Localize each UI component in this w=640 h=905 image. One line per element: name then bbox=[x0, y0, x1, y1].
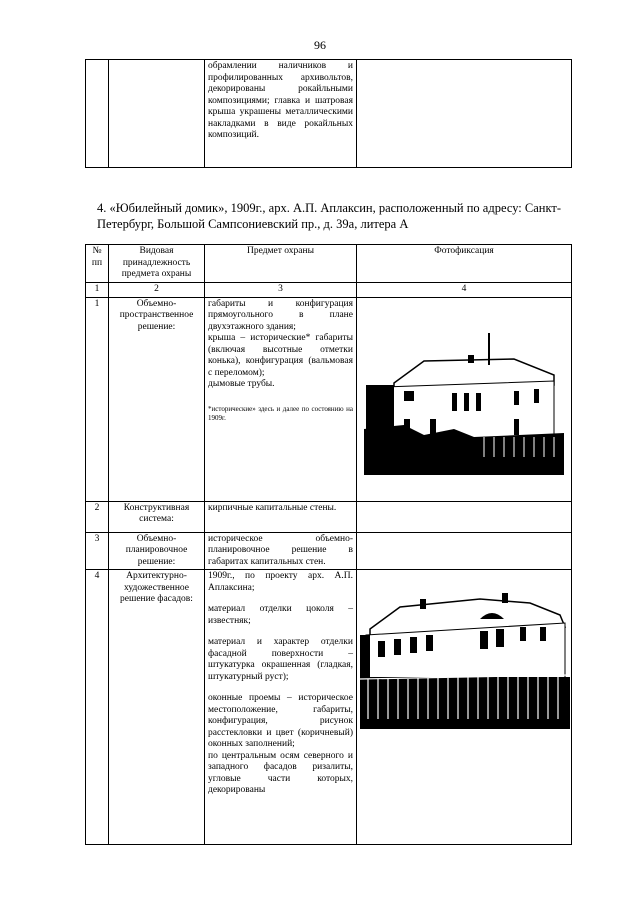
row1-photo-cell bbox=[357, 297, 572, 501]
header-photo: Фотофиксация bbox=[357, 245, 572, 283]
row3-subject: историческое объемно-планировочное решение в габаритах капитальных стен. bbox=[205, 532, 357, 570]
row1-subject-line: габариты и конфигурация прямоугольного в плане двухэтажного здания; bbox=[208, 298, 353, 332]
row1-subject-line: крыша – исторические* габариты (включая высотные отметки конька), конфигурация (вальмовая с переломом); bbox=[208, 333, 353, 378]
section-heading: 4. «Юбилейный домик», 1909г., арх. А.П. Аплаксин, расположенный по адресу: Санкт-Петербург, Большой Сампсониевский пр., д. 39а, литера А bbox=[97, 201, 561, 231]
colnum-1: 1 bbox=[86, 283, 109, 298]
row1-footnote: *исторические» здесь и далее по состоянию на 1909г. bbox=[208, 404, 353, 422]
continuation-cell-empty-1 bbox=[86, 60, 109, 168]
colnum-3: 3 bbox=[205, 283, 357, 298]
row4-subject-line: по центральным осям северного и западного фасадов ризалиты, угловые части которых, декорированы bbox=[208, 750, 353, 795]
row1-num: 1 bbox=[86, 297, 109, 501]
row2-subject: кирпичные капитальные стены. bbox=[205, 501, 357, 532]
row4-subject-line: материал и характер отделки фасадной поверхности – штукатурка окрашенная (гладкая, штукатурный руст); bbox=[208, 637, 353, 682]
row4-subject bbox=[205, 570, 357, 845]
continuation-table bbox=[85, 59, 572, 168]
colnum-2: 2 bbox=[109, 283, 205, 298]
continuation-cell-text: обрамлении наличников и профилированных архивольтов, декорированы рокайльными композициями; главка и шатровая крыша украшены металлическими накладками в виде рокайльных композиций. bbox=[205, 60, 357, 168]
continuation-cell-empty-4 bbox=[357, 60, 572, 168]
continuation-cell-empty-2 bbox=[109, 60, 205, 168]
page-number: 96 bbox=[314, 38, 326, 52]
row2-num: 2 bbox=[86, 501, 109, 532]
row4-subject-line: материал отделки цоколя – известняк; bbox=[208, 604, 353, 626]
row2-type: Конструктивная система: bbox=[109, 501, 205, 532]
row4-type: Архитектурно-художественное решение фасадов: bbox=[109, 570, 205, 845]
row2-photo-cell bbox=[357, 501, 572, 532]
row4-num: 4 bbox=[86, 570, 109, 845]
row3-photo-cell bbox=[357, 532, 572, 570]
row1-type: Объемно-пространственное решение: bbox=[109, 297, 205, 501]
building-photo-1 bbox=[364, 325, 564, 475]
row3-type: Объемно-планировочное решение: bbox=[109, 532, 205, 570]
building-photo-2 bbox=[360, 579, 570, 729]
row1-subject-line: дымовые трубы. bbox=[208, 379, 275, 389]
header-num: № пп bbox=[86, 245, 109, 283]
row3-num: 3 bbox=[86, 532, 109, 570]
row4-subject-line: 1909г., по проекту арх. А.П. Аплаксина; bbox=[208, 571, 353, 593]
header-type: Видовая принадлежность предмета охраны bbox=[109, 245, 205, 283]
colnum-4: 4 bbox=[357, 283, 572, 298]
row4-subject-line: оконные проемы – историческое местоположение, габариты, конфигурация, рисунок расстекловки и цвет (коричневый) оконных заполнений; bbox=[208, 693, 353, 749]
row4-photo-cell bbox=[357, 570, 572, 845]
header-subject: Предмет охраны bbox=[205, 245, 357, 283]
row1-subject bbox=[205, 297, 357, 501]
protection-table bbox=[85, 244, 572, 845]
